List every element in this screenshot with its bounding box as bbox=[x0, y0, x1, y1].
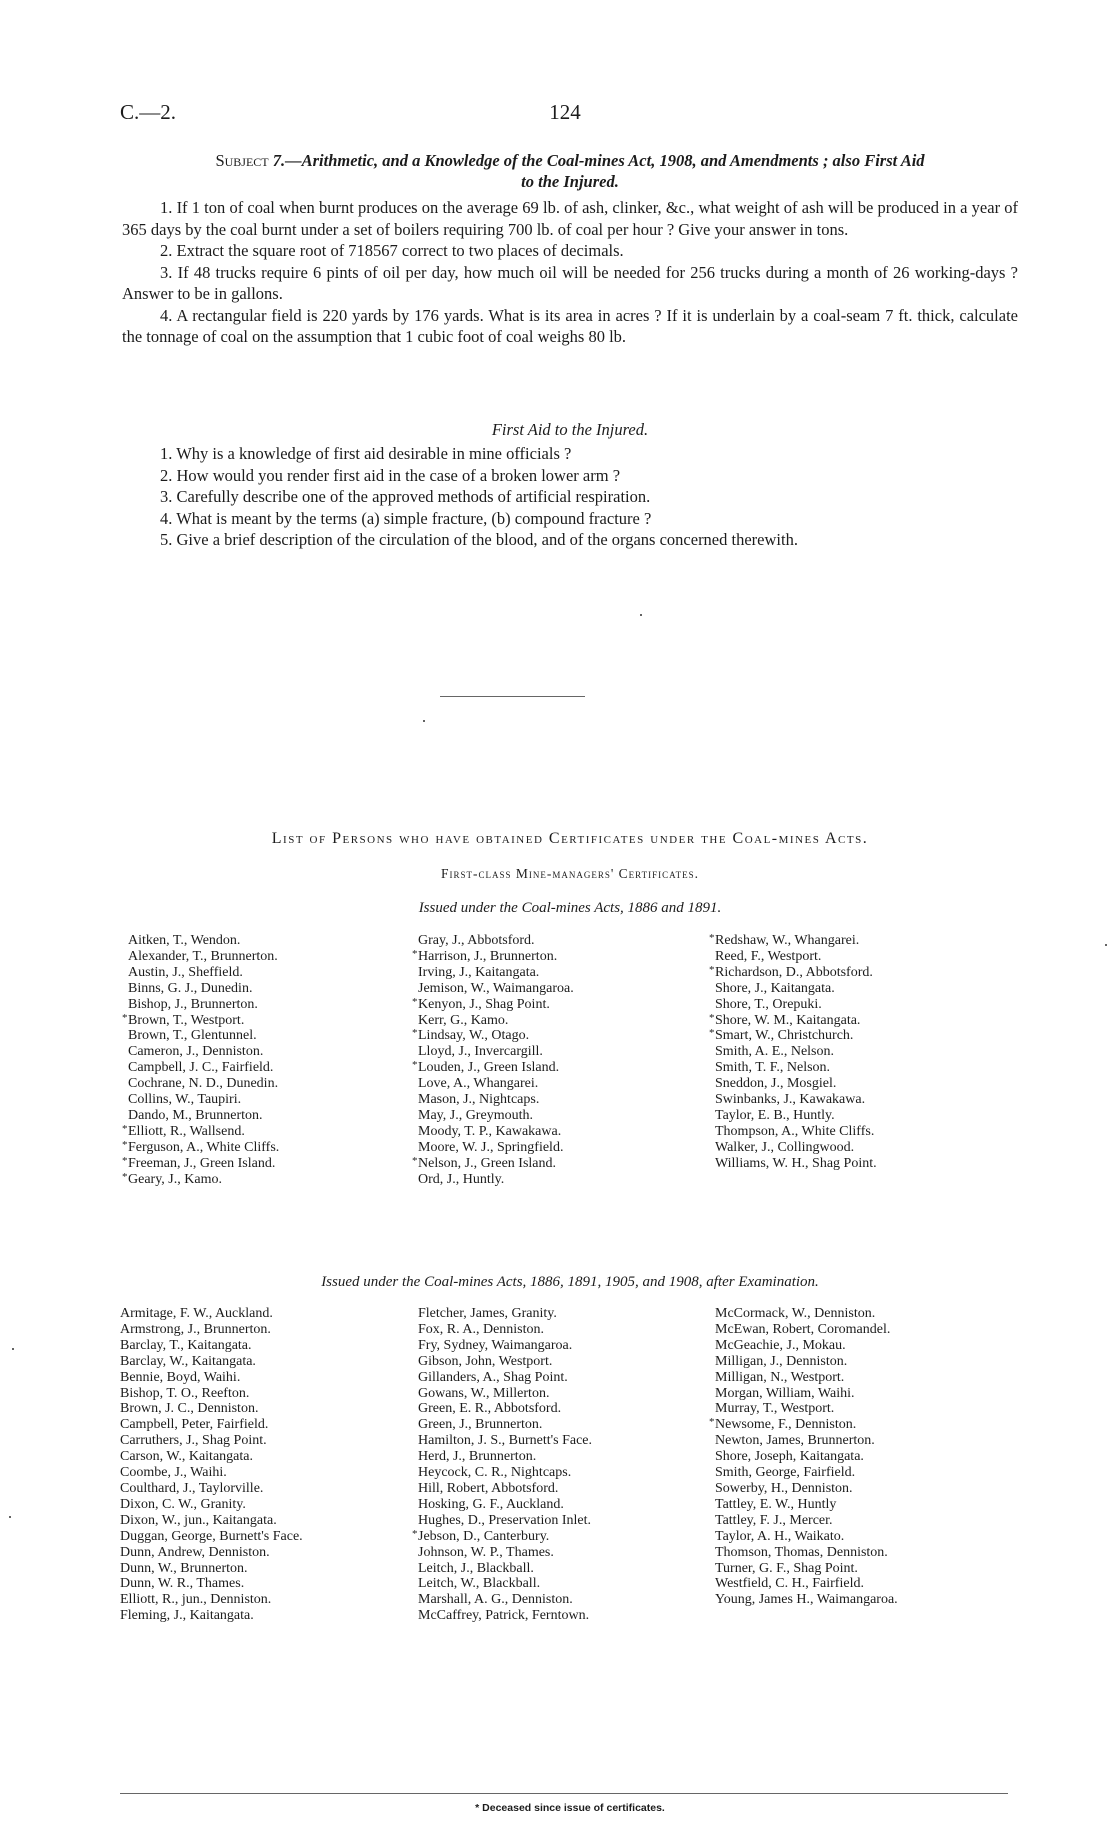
certificate-holder-entry bbox=[715, 1497, 898, 1513]
certificate-holder-entry bbox=[418, 1354, 592, 1370]
subject-heading bbox=[120, 150, 1020, 192]
certificate-holder-entry bbox=[122, 1122, 279, 1140]
certificate-holder-entry bbox=[418, 1481, 592, 1497]
certificate-holder-name: Tattley, E. W., Huntly bbox=[715, 1496, 837, 1512]
certificate-holder-name: Turner, G. F., Shag Point. bbox=[715, 1560, 858, 1576]
first-aid-question: 2. How would you render first aid in the case of a broken lower arm ? bbox=[160, 465, 621, 485]
certificate-holder-entry bbox=[715, 1513, 898, 1529]
certificate-holder-entry bbox=[709, 932, 877, 949]
certificate-holder-name: Cameron, J., Denniston. bbox=[128, 1044, 264, 1060]
certificate-holder-name: Love, A., Whangarei. bbox=[418, 1076, 539, 1092]
margin-speck bbox=[12, 1348, 14, 1350]
deceased-marker: * bbox=[122, 1122, 128, 1135]
certificate-holder-name: Armitage, F. W., Auckland. bbox=[120, 1306, 273, 1321]
certificate-holder-entry bbox=[715, 1354, 898, 1370]
subject-title-line2: to the Injured. bbox=[521, 172, 619, 191]
certificate-holder-name: Shore, Joseph, Kaitangata. bbox=[715, 1449, 864, 1465]
certificate-class-title: First-class Mine-managers' Certificates. bbox=[440, 866, 700, 881]
certificate-holder-name: Coombe, J., Waihi. bbox=[120, 1465, 227, 1481]
certificate-holder-entry bbox=[418, 1306, 592, 1322]
certificate-holder-entry bbox=[120, 1561, 303, 1577]
certificate-holder-entry bbox=[418, 1108, 574, 1124]
certificate-holder-entry bbox=[418, 1140, 574, 1156]
certificate-holder-name: McEwan, Robert, Coromandel. bbox=[715, 1321, 891, 1337]
certificate-holder-name: Sowerby, H., Denniston. bbox=[715, 1480, 853, 1496]
certificate-holder-entry bbox=[120, 1433, 303, 1449]
certificate-holder-entry bbox=[418, 1497, 592, 1513]
certificate-holder-entry bbox=[120, 1465, 303, 1481]
certificate-holder-entry bbox=[418, 1417, 592, 1433]
certificate-holder-entry bbox=[715, 949, 877, 965]
certificate-holder-entry bbox=[715, 1545, 898, 1561]
footnote-rule bbox=[120, 1793, 1008, 1794]
certificate-holder-entry bbox=[418, 1545, 592, 1561]
certificate-holder-name: Redshaw, W., Whangarei. bbox=[715, 933, 860, 948]
ink-speck bbox=[640, 614, 642, 616]
deceased-marker: * bbox=[412, 1027, 418, 1040]
certificate-holder-entry bbox=[715, 1592, 898, 1608]
deceased-marker: * bbox=[122, 1138, 128, 1151]
group1-column-1 bbox=[122, 933, 280, 1188]
certificate-holder-entry bbox=[715, 1576, 898, 1592]
certificate-holder-entry bbox=[715, 1481, 898, 1497]
certificate-holder-name: Binns, G. J., Dunedin. bbox=[128, 980, 253, 996]
certificate-holder-entry bbox=[715, 997, 877, 1013]
certificate-holder-entry bbox=[418, 1386, 592, 1402]
certificate-holder-entry bbox=[122, 1011, 279, 1029]
certificate-holder-entry bbox=[412, 1527, 592, 1545]
certificate-holder-name: Reed, F., Westport. bbox=[715, 948, 822, 964]
subject-prefix: Subject bbox=[215, 151, 269, 170]
group2-issued-heading: Issued under the Coal-mines Acts, 1886, 1891, 1905, and 1908, after Examination. bbox=[321, 1274, 819, 1290]
certificate-holder-entry bbox=[128, 949, 279, 965]
certificate-holder-name: Elliott, R., Wallsend. bbox=[128, 1123, 245, 1139]
certificate-holder-name: Fleming, J., Kaitangata. bbox=[120, 1608, 254, 1624]
certificate-holder-name: Brown, T., Westport. bbox=[128, 1012, 245, 1028]
certificate-holder-name: McCaffrey, Patrick, Ferntown. bbox=[418, 1608, 590, 1624]
deceased-marker: * bbox=[122, 1011, 128, 1024]
certificate-holder-entry bbox=[418, 1338, 592, 1354]
certificate-holder-entry bbox=[715, 1124, 877, 1140]
certificate-holder-name: Ord, J., Huntly. bbox=[418, 1171, 505, 1187]
certificate-holder-entry bbox=[418, 1172, 574, 1188]
certificate-holder-name: Gibson, John, Westport. bbox=[418, 1353, 553, 1369]
certificate-holder-name: Green, J., Brunnerton. bbox=[418, 1417, 543, 1433]
certificate-holder-entry bbox=[715, 1156, 877, 1172]
certificate-holder-name: Hill, Robert, Abbotsford. bbox=[418, 1480, 559, 1496]
certificate-holder-entry bbox=[418, 1092, 574, 1108]
arithmetic-question: 1. If 1 ton of coal when burnt produces on the average 69 lb. of ash, clinker, &c., what weight of ash will be produced in a year of 365 days by the coal burnt under a set of boilers requiring 700 lb. of coal per hour ? Give your answer in tons. bbox=[122, 198, 1018, 239]
certificate-holder-entry bbox=[715, 981, 877, 997]
certificate-holder-entry bbox=[412, 1059, 574, 1076]
certificate-holder-entry bbox=[715, 1306, 898, 1322]
certificate-holder-name: Moore, W. J., Springfield. bbox=[418, 1139, 564, 1155]
margin-speck bbox=[1105, 944, 1107, 946]
certificate-holder-entry bbox=[120, 1322, 303, 1338]
certificate-holder-entry bbox=[418, 1013, 574, 1029]
certificate-holder-name: Newsome, F., Denniston. bbox=[715, 1417, 857, 1433]
deceased-marker: * bbox=[709, 1011, 715, 1024]
certificate-holder-entry bbox=[128, 1108, 279, 1124]
certificate-holder-entry bbox=[412, 947, 574, 965]
certificate-holder-entry bbox=[120, 1401, 303, 1417]
certificate-holder-entry bbox=[120, 1481, 303, 1497]
certificate-holder-entry bbox=[122, 1170, 279, 1188]
certificate-holder-name: Hughes, D., Preservation Inlet. bbox=[418, 1512, 592, 1528]
certificate-holder-name: Smith, T. F., Nelson. bbox=[715, 1060, 831, 1076]
certificate-holder-entry bbox=[120, 1545, 303, 1561]
deceased-marker: * bbox=[709, 1416, 715, 1429]
certificate-holder-name: Tattley, F. J., Mercer. bbox=[715, 1512, 833, 1528]
certificate-holder-name: McGeachie, J., Mokau. bbox=[715, 1337, 846, 1353]
certificate-holder-name: May, J., Greymouth. bbox=[418, 1107, 533, 1123]
certificate-holder-entry bbox=[120, 1529, 303, 1545]
certificate-holder-name: Barclay, W., Kaitangata. bbox=[120, 1353, 256, 1369]
certificate-holder-entry bbox=[128, 933, 279, 949]
certificate-holder-name: Armstrong, J., Brunnerton. bbox=[120, 1321, 271, 1337]
first-aid-question: 4. What is meant by the terms (a) simple fracture, (b) compound fracture ? bbox=[160, 508, 652, 528]
group1-issued-heading: Issued under the Coal-mines Acts, 1886 and 1891. bbox=[418, 900, 722, 916]
certificate-holder-entry bbox=[418, 1076, 574, 1092]
subject-title-line1: 7.—Arithmetic, and a Knowledge of the Coal-mines Act, 1908, and Amendments ; also First Aid bbox=[272, 151, 925, 170]
certificate-holder-name: Leitch, J., Blackball. bbox=[418, 1560, 534, 1576]
certificate-holder-name: Dunn, W. R., Thames. bbox=[120, 1576, 245, 1592]
deceased-marker: * bbox=[122, 1154, 128, 1167]
certificate-holder-name: Leitch, W., Blackball. bbox=[418, 1576, 541, 1592]
deceased-marker: * bbox=[412, 1527, 418, 1540]
certificate-holder-entry bbox=[715, 1108, 877, 1124]
certificate-holder-entry bbox=[128, 1092, 279, 1108]
certificate-holder-name: Fox, R. A., Denniston. bbox=[418, 1321, 545, 1337]
group2-column-3 bbox=[709, 1306, 898, 1608]
deceased-marker: * bbox=[412, 995, 418, 1008]
certificate-holder-name: Campbell, J. C., Fairfield. bbox=[128, 1060, 274, 1076]
deceased-marker: * bbox=[412, 1154, 418, 1167]
certificate-holder-entry bbox=[128, 1060, 279, 1076]
certificate-holder-entry bbox=[709, 963, 877, 981]
certificate-holder-name: Shore, W. M., Kaitangata. bbox=[715, 1012, 861, 1028]
certificate-holder-name: Austin, J., Sheffield. bbox=[128, 964, 243, 980]
certificate-holder-name: Herd, J., Brunnerton. bbox=[418, 1449, 537, 1465]
certificate-holder-name: Irving, J., Kaitangata. bbox=[418, 964, 540, 980]
footnote: * Deceased since issue of certificates. bbox=[475, 1802, 665, 1814]
section-reference: C.—2. bbox=[120, 100, 177, 124]
certificate-holder-entry bbox=[128, 997, 279, 1013]
certificate-holder-name: Thompson, A., White Cliffs. bbox=[715, 1123, 875, 1139]
certificate-holder-name: Hamilton, J. S., Burnett's Face. bbox=[418, 1433, 593, 1449]
certificate-holder-name: Marshall, A. G., Denniston. bbox=[418, 1592, 573, 1608]
certificate-holder-name: Smith, George, Fairfield. bbox=[715, 1465, 856, 1481]
certificate-holder-entry bbox=[418, 1608, 592, 1624]
group2-column-1 bbox=[120, 1306, 303, 1624]
certificate-holder-entry bbox=[715, 1044, 877, 1060]
certificate-holder-name: Smart, W., Christchurch. bbox=[715, 1028, 854, 1044]
certificate-holder-name: Alexander, T., Brunnerton. bbox=[128, 948, 278, 964]
certificate-holder-name: Hosking, G. F., Auckland. bbox=[418, 1496, 564, 1512]
certificate-holder-name: Dixon, W., jun., Kaitangata. bbox=[120, 1512, 277, 1528]
certificate-holder-entry bbox=[418, 1433, 592, 1449]
certificate-holder-name: Shore, T., Orepuki. bbox=[715, 996, 822, 1012]
certificate-holder-entry bbox=[418, 1401, 592, 1417]
certificate-holder-name: Brown, J. C., Denniston. bbox=[120, 1401, 259, 1417]
certificate-holder-name: Taylor, E. B., Huntly. bbox=[715, 1107, 835, 1123]
certificate-holder-name: Taylor, A. H., Waikato. bbox=[715, 1528, 845, 1544]
certificate-holder-name: Bishop, T. O., Reefton. bbox=[120, 1385, 250, 1401]
deceased-marker: * bbox=[122, 1170, 128, 1183]
certificate-holder-name: Newton, James, Brunnerton. bbox=[715, 1433, 875, 1449]
certificates-list-title: List of Persons who have obtained Certificates under the Coal-mines Acts. bbox=[271, 830, 869, 847]
certificate-holder-entry bbox=[120, 1386, 303, 1402]
page-number: 124 bbox=[549, 100, 581, 124]
certificate-holder-entry bbox=[128, 1028, 279, 1044]
arithmetic-question: 2. Extract the square root of 718567 correct to two places of decimals. bbox=[160, 241, 624, 260]
certificate-holder-entry bbox=[715, 1076, 877, 1092]
certificate-holder-entry bbox=[715, 1338, 898, 1354]
certificate-holder-name: Swinbanks, J., Kawakawa. bbox=[715, 1092, 866, 1108]
group2-column-2 bbox=[412, 1306, 593, 1624]
certificate-holder-entry bbox=[418, 1449, 592, 1465]
certificate-holder-entry bbox=[418, 1576, 592, 1592]
certificate-holder-name: Duggan, George, Burnett's Face. bbox=[120, 1528, 303, 1544]
certificate-holder-entry bbox=[128, 981, 279, 997]
certificate-holder-entry bbox=[418, 1044, 574, 1060]
certificate-holder-name: Kerr, G., Kamo. bbox=[418, 1012, 509, 1028]
certificate-holder-entry bbox=[120, 1608, 303, 1624]
certificate-holder-name: Jemison, W., Waimangaroa. bbox=[418, 980, 574, 996]
certificate-holder-name: Collins, W., Taupiri. bbox=[128, 1092, 242, 1108]
certificate-holder-name: Mason, J., Nightcaps. bbox=[418, 1092, 540, 1108]
certificate-holder-name: Elliott, R., jun., Denniston. bbox=[120, 1592, 272, 1608]
certificate-holder-entry bbox=[709, 1027, 877, 1044]
arithmetic-questions bbox=[122, 197, 1018, 348]
certificate-holder-name: Dando, M., Brunnerton. bbox=[128, 1107, 263, 1123]
certificate-holder-name: Johnson, W. P., Thames. bbox=[418, 1544, 554, 1560]
certificate-holder-name: Louden, J., Green Island. bbox=[418, 1060, 560, 1076]
certificate-holder-name: Heycock, C. R., Nightcaps. bbox=[418, 1465, 572, 1481]
certificate-holder-name: McCormack, W., Denniston. bbox=[715, 1306, 876, 1321]
certificate-holder-name: Milligan, J., Denniston. bbox=[715, 1353, 848, 1369]
group1-column-3 bbox=[709, 932, 877, 1172]
certificate-holder-entry bbox=[418, 933, 574, 949]
certificate-holder-entry bbox=[128, 1076, 279, 1092]
certificate-holder-name: Richardson, D., Abbotsford. bbox=[715, 964, 873, 980]
certificate-holder-name: Aitken, T., Wendon. bbox=[128, 933, 241, 948]
certificate-holder-name: Sneddon, J., Mosgiel. bbox=[715, 1076, 837, 1092]
certificate-holder-entry bbox=[715, 1449, 898, 1465]
certificate-holder-entry bbox=[715, 1370, 898, 1386]
margin-speck bbox=[9, 1516, 11, 1518]
certificate-holder-name: Westfield, C. H., Fairfield. bbox=[715, 1576, 864, 1592]
certificate-holder-name: Harrison, J., Brunnerton. bbox=[418, 948, 558, 964]
certificate-holder-entry bbox=[418, 1370, 592, 1386]
certificate-holder-entry bbox=[418, 1465, 592, 1481]
certificate-holder-name: Coulthard, J., Taylorville. bbox=[120, 1480, 264, 1496]
certificate-holder-name: Barclay, T., Kaitangata. bbox=[120, 1337, 252, 1353]
certificate-holder-entry bbox=[122, 1138, 280, 1156]
certificate-holder-name: Gowans, W., Millerton. bbox=[418, 1385, 550, 1401]
certificate-holder-name: Fry, Sydney, Waimangaroa. bbox=[418, 1337, 573, 1353]
certificate-holder-entry bbox=[715, 1465, 898, 1481]
certificate-holder-entry bbox=[715, 1060, 877, 1076]
certificate-holder-name: Nelson, J., Green Island. bbox=[418, 1155, 557, 1171]
ink-speck bbox=[423, 720, 425, 722]
certificate-holder-name: Morgan, William, Waihi. bbox=[715, 1385, 855, 1401]
section-divider-rule bbox=[440, 696, 585, 697]
certificate-holder-name: Freeman, J., Green Island. bbox=[128, 1155, 276, 1171]
certificate-holder-entry bbox=[418, 965, 574, 981]
certificate-holder-entry bbox=[128, 965, 279, 981]
certificate-holder-entry bbox=[412, 995, 574, 1013]
certificate-holder-entry bbox=[120, 1417, 303, 1433]
certificate-holder-entry bbox=[418, 1592, 592, 1608]
certificate-holder-entry bbox=[418, 1322, 592, 1338]
certificate-holder-name: Fletcher, James, Granity. bbox=[418, 1306, 557, 1321]
certificate-holder-entry bbox=[715, 1401, 898, 1417]
certificate-holder-name: Ferguson, A., White Cliffs. bbox=[128, 1139, 280, 1155]
certificate-holder-entry bbox=[120, 1354, 303, 1370]
certificate-holder-name: Campbell, Peter, Fairfield. bbox=[120, 1417, 269, 1433]
certificate-holder-entry bbox=[120, 1370, 303, 1386]
certificate-holder-entry bbox=[715, 1386, 898, 1402]
certificate-holder-name: Geary, J., Kamo. bbox=[128, 1171, 222, 1187]
certificate-holder-entry bbox=[412, 1154, 574, 1172]
certificate-holder-entry bbox=[412, 1027, 574, 1044]
certificate-holder-name: Carruthers, J., Shag Point. bbox=[120, 1433, 267, 1449]
certificate-holder-entry bbox=[709, 1011, 877, 1029]
certificate-holder-name: Carson, W., Kaitangata. bbox=[120, 1449, 253, 1465]
certificate-holder-name: Young, James H., Waimangaroa. bbox=[715, 1592, 898, 1608]
first-aid-question: 5. Give a brief description of the circulation of the blood, and of the organs concerned therewith. bbox=[160, 530, 798, 549]
certificate-holder-entry bbox=[709, 1416, 898, 1433]
certificate-holder-entry bbox=[120, 1576, 303, 1592]
certificate-holder-entry bbox=[128, 1044, 279, 1060]
certificate-holder-entry bbox=[120, 1338, 303, 1354]
arithmetic-question: 4. A rectangular field is 220 yards by 176 yards. What is its area in acres ? If it is underlain by a coal-seam 7 ft. thick, calculate the tonnage of coal on the assumption that 1 cubic foot of coal weighs 80 lb. bbox=[122, 305, 1018, 346]
certificate-holder-entry bbox=[715, 1092, 877, 1108]
certificate-holder-name: Dixon, C. W., Granity. bbox=[120, 1496, 246, 1512]
first-aid-questions bbox=[160, 443, 1020, 551]
certificate-holder-name: Murray, T., Westport. bbox=[715, 1401, 835, 1417]
certificate-holder-name: Green, E. R., Abbotsford. bbox=[418, 1401, 562, 1417]
certificate-holder-name: Jebson, D., Canterbury. bbox=[418, 1528, 550, 1544]
certificate-holder-name: Thomson, Thomas, Denniston. bbox=[715, 1544, 888, 1560]
certificate-holder-name: Williams, W. H., Shag Point. bbox=[715, 1155, 877, 1171]
deceased-marker: * bbox=[709, 1027, 715, 1040]
certificate-holder-name: Gillanders, A., Shag Point. bbox=[418, 1369, 568, 1385]
certificate-holder-name: Smith, A. E., Nelson. bbox=[715, 1044, 835, 1060]
certificate-holder-entry bbox=[715, 1140, 877, 1156]
certificate-holder-name: Gray, J., Abbotsford. bbox=[418, 933, 535, 948]
certificate-holder-entry bbox=[715, 1561, 898, 1577]
deceased-marker: * bbox=[709, 963, 715, 976]
certificate-holder-name: Brown, T., Glentunnel. bbox=[128, 1028, 257, 1044]
certificate-holder-entry bbox=[418, 1124, 574, 1140]
group1-column-2 bbox=[412, 933, 574, 1188]
first-aid-question: 1. Why is a knowledge of first aid desirable in mine officials ? bbox=[160, 444, 572, 463]
certificate-holder-entry bbox=[418, 1513, 592, 1529]
first-aid-question: 3. Carefully describe one of the approved methods of artificial respiration. bbox=[160, 487, 651, 506]
certificate-holder-name: Lloyd, J., Invercargill. bbox=[418, 1044, 543, 1060]
certificate-holder-entry bbox=[715, 1433, 898, 1449]
certificate-holder-entry bbox=[122, 1154, 279, 1172]
first-aid-title: First Aid to the Injured. bbox=[491, 420, 649, 439]
certificate-holder-name: Shore, J., Kaitangata. bbox=[715, 980, 835, 996]
certificate-holder-entry bbox=[120, 1513, 303, 1529]
certificate-holder-entry bbox=[120, 1592, 303, 1608]
certificate-holder-entry bbox=[120, 1497, 303, 1513]
certificate-holder-name: Walker, J., Collingwood. bbox=[715, 1139, 855, 1155]
certificate-holder-name: Bennie, Boyd, Waihi. bbox=[120, 1369, 241, 1385]
certificate-holder-name: Dunn, W., Brunnerton. bbox=[120, 1560, 248, 1576]
deceased-marker: * bbox=[709, 932, 715, 944]
certificate-holder-name: Moody, T. P., Kawakawa. bbox=[418, 1123, 562, 1139]
deceased-marker: * bbox=[412, 1059, 418, 1072]
certificate-holder-name: Lindsay, W., Otago. bbox=[418, 1028, 530, 1044]
certificate-holder-name: Cochrane, N. D., Dunedin. bbox=[128, 1076, 279, 1092]
certificate-holder-name: Kenyon, J., Shag Point. bbox=[418, 996, 550, 1012]
certificate-holder-entry bbox=[715, 1322, 898, 1338]
arithmetic-question: 3. If 48 trucks require 6 pints of oil per day, how much oil will be needed for 256 trucks during a month of 26 working-days ? Answer to be in gallons. bbox=[122, 262, 1018, 303]
certificate-holder-name: Dunn, Andrew, Denniston. bbox=[120, 1544, 270, 1560]
certificate-holder-name: Bishop, J., Brunnerton. bbox=[128, 996, 258, 1012]
certificate-holder-entry bbox=[715, 1529, 898, 1545]
certificate-holder-entry bbox=[418, 981, 574, 997]
certificate-holder-entry bbox=[120, 1449, 303, 1465]
certificate-holder-entry bbox=[418, 1561, 592, 1577]
deceased-marker: * bbox=[412, 947, 418, 960]
certificate-holder-entry bbox=[120, 1306, 303, 1322]
certificate-holder-name: Milligan, N., Westport. bbox=[715, 1369, 845, 1385]
